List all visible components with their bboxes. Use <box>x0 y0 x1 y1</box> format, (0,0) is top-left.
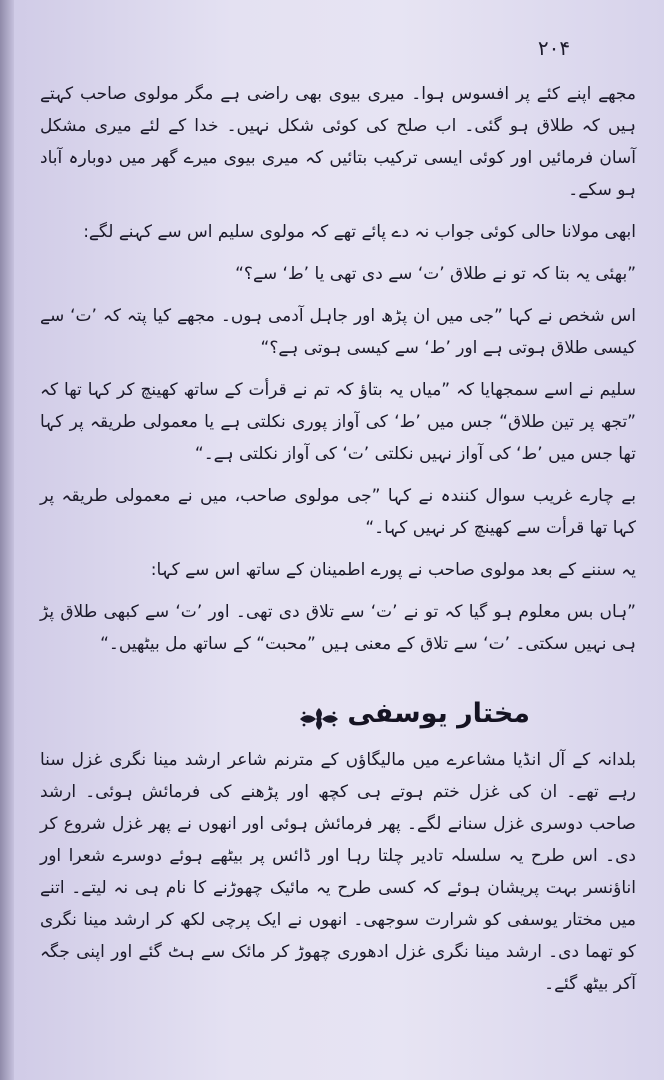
section-heading-row <box>300 698 530 742</box>
paragraph: بے چارے غریب سوال کنندہ نے کہا ”جی مولوی صاحب، میں نے معمولی طریقہ پر کہا تھا قرأت سے کھینچ کر نہیں کہا۔“ <box>40 486 636 538</box>
paragraph: اس شخص نے کہا ”جی میں ان پڑھ اور جاہل آدمی ہوں۔ مجھے کیا پتہ کہ ’ت‘ سے کیسی طلاق ہوتی ہے اور ’ط‘ سے کیسی ہوتی ہے؟“ <box>40 306 636 358</box>
paragraph: سلیم نے اسے سمجھایا کہ ”میاں یہ بتاؤ کہ تم نے قرأت کے ساتھ کھینچ کر کہا تھا کہ ”تجھ پر تین طلاق“ جس میں ’ط‘ کی آواز پوری نکلتی ہے یا معمولی طریقہ پر کہا تھا جس میں ’ط‘ کی آواز نہیں نکلتی ’ت‘ کی آواز نکلتی ہے۔“ <box>40 380 636 464</box>
text-block-top <box>40 78 636 670</box>
paragraph: ابھی مولانا حالی کوئی جواب نہ دے پائے تھے کہ مولوی سلیم اس سے کہنے لگے: <box>83 222 636 242</box>
section-heading: مختار یوسفی <box>347 698 530 729</box>
paragraph: ”ہاں بس معلوم ہو گیا کہ تو نے ’ت‘ سے تلاق دی تھی۔ اور ’ت‘ سے کبھی طلاق پڑ ہی نہیں سکتی۔ ’ت‘ سے تلاق کے معنی ہیں ”محبت“ کے ساتھ مل بیٹھیں۔“ <box>40 602 636 654</box>
paragraph: مجھے اپنے کئے پر افسوس ہوا۔ میری بیوی بھی راضی ہے مگر مولوی صاحب کہتے ہیں کہ طلاق ہو گئی۔ اب صلح کی کوئی شکل نہیں۔ خدا کے لئے میری مشکل آسان فرمائیں اور کوئی ایسی ترکیب بتائیں کہ میری بیوی میرے گھر میں دوبارہ آباد ہو سکے۔ <box>40 84 636 200</box>
paragraph: بلدانہ کے آل انڈیا مشاعرے میں مالیگاؤں کے مترنم شاعر ارشد مینا نگری غزل سنا رہے تھے۔ ان کی غزل ختم ہوتے ہی کچھ اور پڑھنے کی فرمائش ہوئی۔ ارشد صاحب دوسری غزل سنانے لگے۔ پھر فرمائش ہوئی اور انھوں نے پھر غزل شروع کر دی۔ اس طرح یہ سلسلہ تادیر چلتا رہا اور ڈائس پر بیٹھے ہوئے دوسرے شعرا اور اناؤنسر بہت پریشان ہوئے کہ کسی طرح یہ مائیک چھوڑنے کا نام ہی نہ لیتے۔ اتنے میں مختار یوسفی کو شرارت سوجھی۔ انھوں نے ایک پرچی لکھ کر ارشد مینا نگری کو تھما دی۔ ارشد مینا نگری غزل ادھوری چھوڑ کر مائک سے ہٹ گئے اور اپنی جگہ آکر بیٹھ گئے۔ <box>40 750 636 994</box>
paragraph: ”بھئی یہ بتا کہ تو نے طلاق ’ت‘ سے دی تھی یا ’ط‘ سے؟“ <box>235 264 636 284</box>
page-number: ۲۰۴ <box>537 36 571 60</box>
fleuron-icon <box>296 704 342 734</box>
book-spine-shadow <box>0 0 14 1080</box>
text-block-bottom <box>40 744 636 1010</box>
paragraph: یہ سننے کے بعد مولوی صاحب نے پورے اطمینان کے ساتھ اس سے کہا: <box>150 560 636 580</box>
